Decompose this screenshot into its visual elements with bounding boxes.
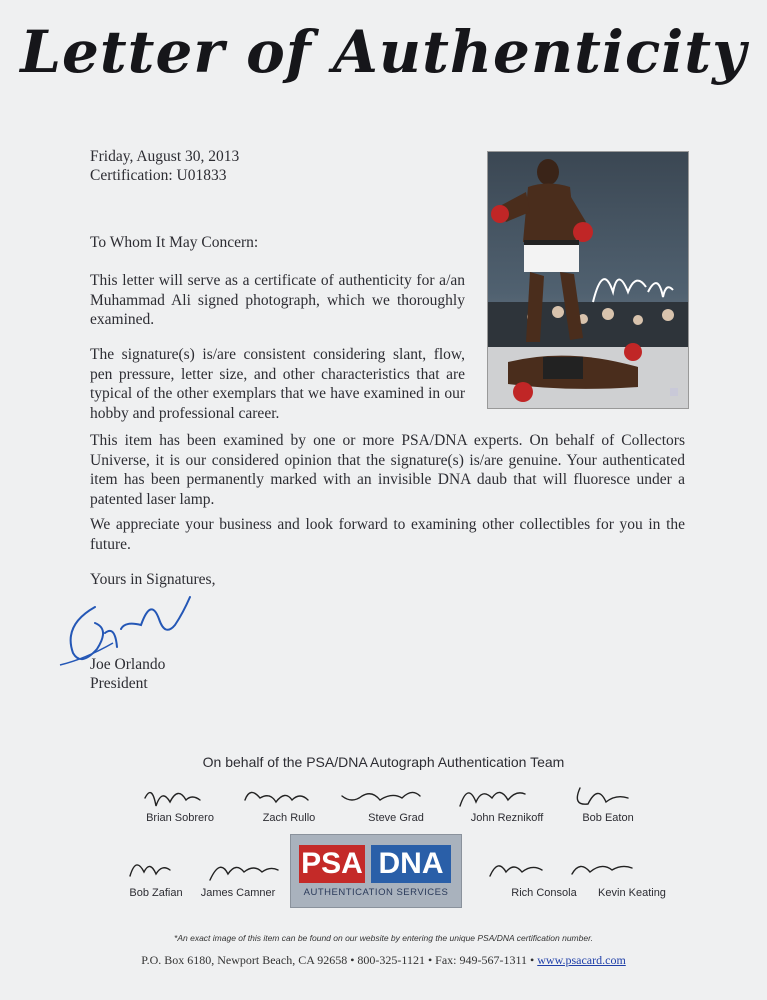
letter-date: Friday, August 30, 2013 xyxy=(90,148,240,165)
paragraph-4: We appreciate your business and look forward to examining other collectibles for you in the future. xyxy=(90,516,685,553)
certification-number: Certification: U01833 xyxy=(90,167,227,184)
salutation: To Whom It May Concern: xyxy=(90,234,259,251)
paragraph-1: This letter will serve as a certificate of authenticity for a/an Muhammad Ali signed photograph, which we thoroughly examined. xyxy=(90,272,465,328)
team-member-name: Steve Grad xyxy=(368,812,424,824)
closing: Yours in Signatures, xyxy=(90,571,216,588)
boxing-photo-illustration xyxy=(488,152,688,408)
team-member-name: James Camner xyxy=(200,887,276,899)
team-member-name: Bob Eaton xyxy=(582,812,634,824)
psa-wordmark: PSA xyxy=(299,845,365,883)
team-member-name: Brian Sobrero xyxy=(146,812,214,824)
team-member-name: John Reznikoff xyxy=(470,812,544,824)
team-heading: On behalf of the PSA/DNA Autograph Authentication Team xyxy=(202,754,565,770)
logo-subtitle: AUTHENTICATION SERVICES xyxy=(303,887,449,898)
signer-name: Joe Orlando xyxy=(90,656,166,673)
footnote: *An exact image of this item can be found on our website by entering the unique PSA/DNA certification number. xyxy=(174,933,593,943)
signer-title: President xyxy=(90,675,148,692)
dna-wordmark: DNA xyxy=(371,845,451,883)
document-title: Letter of Authenticity xyxy=(20,18,747,86)
team-member-name: Rich Consola xyxy=(511,887,577,899)
paragraph-3: This item has been examined by one or more PSA/DNA experts. On behalf of Collectors Universe, it is our considered opinion that the signature(s) is/are genuine. Your authenticated item has been permanently marked with an invisible DNA daub that will fluoresce under a patented laser lamp. xyxy=(90,432,685,508)
team-member-name: Zach Rullo xyxy=(262,812,316,824)
footer xyxy=(0,953,767,968)
paragraph-2: The signature(s) is/are consistent considering slant, flow, pen pressure, letter size, and other characteristics that are typical of the other exemplars that we have examined in our hobby and professional career. xyxy=(90,346,465,422)
autographed-photo xyxy=(487,151,689,409)
footer-address: P.O. Box 6180, Newport Beach, CA 92658 • 800-325-1121 • Fax: 949-567-1311 • xyxy=(141,953,535,967)
team-signatures-row-2 xyxy=(110,850,670,886)
team-member-name: Bob Zafian xyxy=(129,887,183,899)
team-member-name: Kevin Keating xyxy=(598,887,666,899)
team-signatures-row-1 xyxy=(120,778,680,814)
website-link[interactable]: www.psacard.com xyxy=(537,953,626,967)
